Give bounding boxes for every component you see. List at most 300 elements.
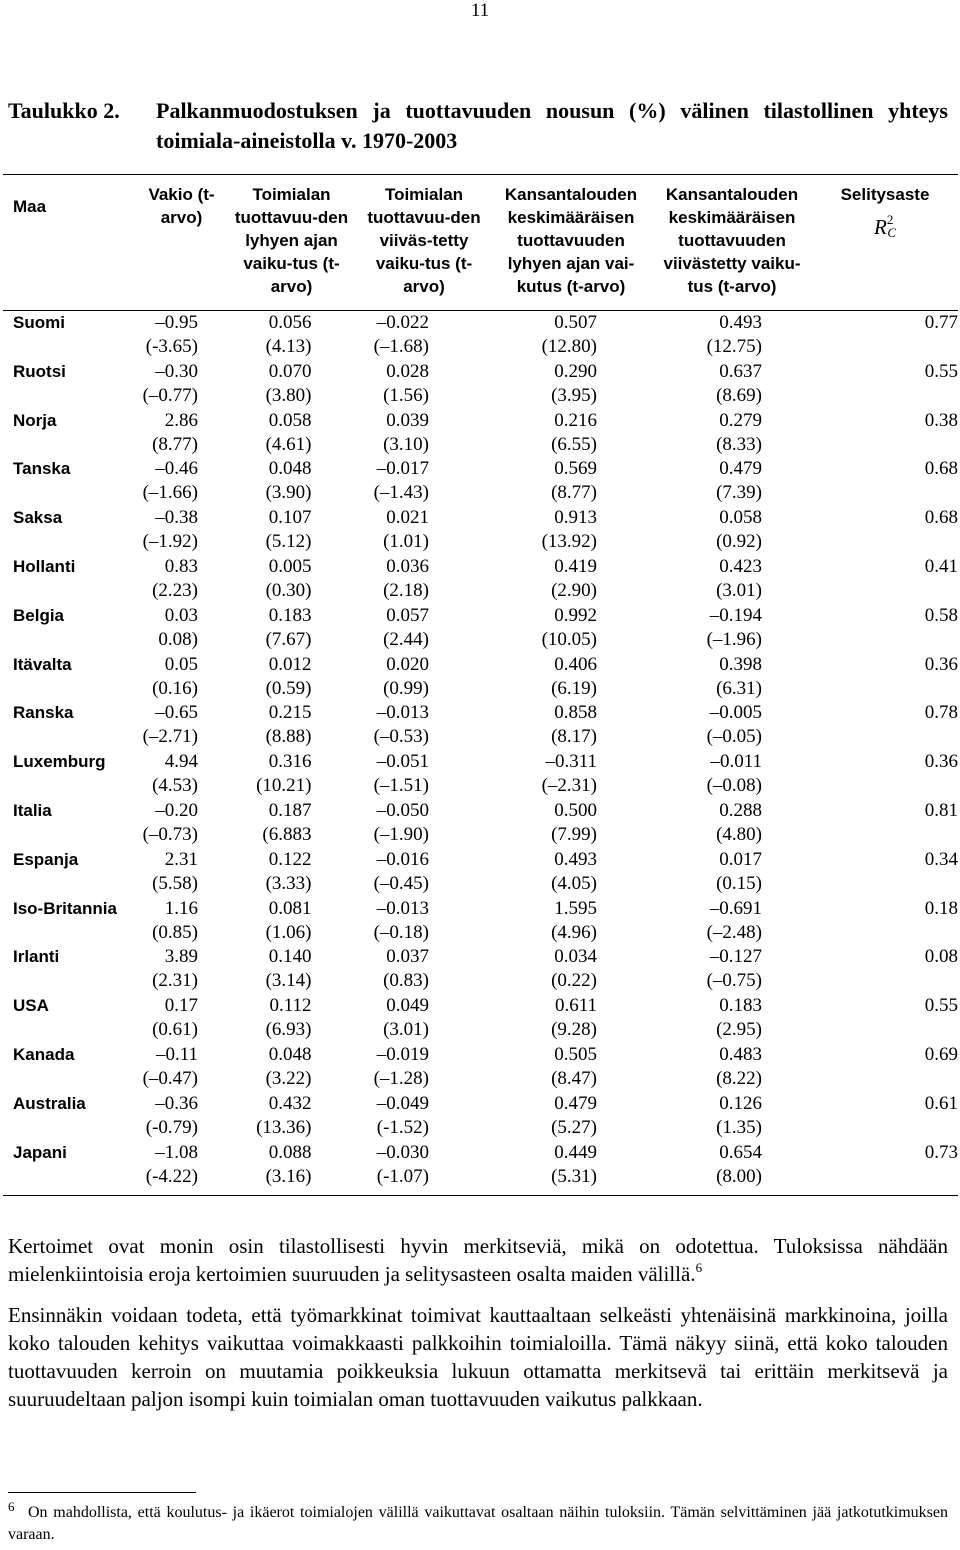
coefficient-value: 0.288 bbox=[719, 799, 762, 821]
coefficient-value: 0.215 bbox=[268, 702, 312, 724]
coefficient-value: 0.081 bbox=[268, 897, 312, 919]
cell-nat-lagged bbox=[652, 750, 812, 799]
cell-vakio bbox=[138, 653, 225, 702]
cell-ind-lagged bbox=[358, 360, 490, 409]
coefficient-value: 0.611 bbox=[554, 995, 597, 1017]
cell-ind-short bbox=[225, 897, 358, 946]
coefficient-value: –0.127 bbox=[709, 946, 762, 968]
table-row bbox=[3, 1092, 958, 1141]
cell-ind-lagged bbox=[358, 653, 490, 702]
cell-r2: 0.81 bbox=[924, 799, 958, 821]
cell-country: Saksa bbox=[13, 508, 63, 528]
t-value: (2.23) bbox=[152, 579, 198, 601]
caption-label: Taulukko 2. bbox=[8, 98, 120, 123]
cell-nat-lagged bbox=[652, 653, 812, 702]
table-row bbox=[3, 945, 958, 994]
cell-country: Norja bbox=[13, 410, 57, 430]
coefficient-value: 0.126 bbox=[719, 1092, 762, 1114]
cell-ind-lagged bbox=[358, 1043, 490, 1092]
t-value: (4.96) bbox=[551, 921, 597, 943]
coefficient-value: –0.016 bbox=[376, 848, 429, 870]
coefficient-value: 0.028 bbox=[386, 360, 429, 382]
t-value: 0.08) bbox=[158, 628, 198, 650]
cell-ind-short bbox=[225, 506, 358, 555]
t-value: (8.17) bbox=[551, 726, 597, 748]
cell-r2: 0.68 bbox=[924, 458, 958, 480]
coefficient-value: 0.140 bbox=[268, 946, 312, 968]
t-value: (–0.18) bbox=[373, 921, 429, 943]
coefficient-value: –0.005 bbox=[709, 702, 762, 724]
t-value: (0.85) bbox=[152, 921, 198, 943]
cell-vakio bbox=[138, 848, 225, 897]
coefficient-value: 1.16 bbox=[164, 897, 198, 919]
paragraph-1: Kertoimet ovat monin osin tilastollisesti hyvin merkitseviä, mikä on odotettua. Tuloksissa nähdään mielenkiintoisia eroja kertoimien suuruuden ja selitysasteen osalta maiden välillä.$^6$ bbox=[8, 1234, 948, 1286]
cell-vakio bbox=[138, 701, 225, 750]
table-row bbox=[3, 848, 958, 897]
coefficient-value: 2.86 bbox=[164, 409, 198, 431]
coefficient-value: 0.83 bbox=[164, 555, 198, 577]
t-value: (–1.92) bbox=[142, 531, 198, 553]
cell-ind-short bbox=[225, 1141, 358, 1196]
table-row bbox=[3, 604, 958, 653]
t-value: (–2.71) bbox=[142, 726, 198, 748]
header-r2 bbox=[812, 175, 958, 311]
t-value: (–1.51) bbox=[373, 775, 429, 797]
footnote-divider bbox=[8, 1492, 196, 1493]
coefficient-value: –0.20 bbox=[155, 799, 198, 821]
t-value: (3.33) bbox=[265, 872, 312, 894]
cell-vakio bbox=[138, 409, 225, 458]
cell-ind-lagged bbox=[358, 409, 490, 458]
coefficient-value: 0.005 bbox=[268, 555, 312, 577]
coefficient-value: 0.058 bbox=[719, 507, 762, 529]
coefficient-value: 0.493 bbox=[719, 312, 762, 333]
cell-ind-short bbox=[225, 457, 358, 506]
coefficient-value: –0.017 bbox=[376, 458, 429, 480]
table-row bbox=[3, 994, 958, 1043]
t-value: (6.31) bbox=[716, 677, 762, 699]
coefficient-value: 0.056 bbox=[268, 312, 312, 333]
cell-vakio bbox=[138, 360, 225, 409]
cell-ind-lagged bbox=[358, 604, 490, 653]
cell-ind-short bbox=[225, 311, 358, 360]
coefficient-value: 0.507 bbox=[554, 312, 597, 333]
cell-nat-lagged bbox=[652, 1092, 812, 1141]
cell-ind-short bbox=[225, 409, 358, 458]
t-value: (10.21) bbox=[256, 775, 312, 797]
t-value: (2.18) bbox=[383, 579, 429, 601]
cell-vakio bbox=[138, 1092, 225, 1141]
cell-vakio bbox=[138, 750, 225, 799]
t-value: (3.80) bbox=[265, 384, 312, 406]
coefficient-value: –0.051 bbox=[376, 751, 429, 773]
cell-ind-short bbox=[225, 1092, 358, 1141]
t-value: (0.83) bbox=[383, 970, 429, 992]
coefficient-value: –0.013 bbox=[376, 702, 429, 724]
coefficient-value: 0.569 bbox=[554, 458, 597, 480]
cell-vakio bbox=[138, 799, 225, 848]
coefficient-value: 3.89 bbox=[164, 946, 198, 968]
t-value: (10.05) bbox=[541, 628, 597, 650]
t-value: (–1.96) bbox=[706, 628, 762, 650]
coefficient-value: 0.107 bbox=[268, 507, 312, 529]
t-value: (8.22) bbox=[716, 1067, 762, 1089]
coefficient-value: –0.013 bbox=[376, 897, 429, 919]
t-value: (12.80) bbox=[541, 336, 597, 357]
cell-vakio bbox=[138, 555, 225, 604]
cell-ind-short bbox=[225, 848, 358, 897]
t-value: (3.01) bbox=[716, 579, 762, 601]
cell-r2: 0.68 bbox=[924, 507, 958, 529]
cell-vakio bbox=[138, 1043, 225, 1092]
coefficient-value: 0.088 bbox=[268, 1141, 312, 1163]
t-value: (2.31) bbox=[152, 970, 198, 992]
coefficient-value: 4.94 bbox=[164, 751, 198, 773]
t-value: (7.39) bbox=[716, 482, 762, 504]
t-value: (1.01) bbox=[383, 531, 429, 553]
cell-ind-short bbox=[225, 653, 358, 702]
t-value: (4.80) bbox=[716, 823, 762, 845]
cell-ind-short bbox=[225, 555, 358, 604]
coefficient-value: 0.216 bbox=[554, 409, 597, 431]
coefficient-value: –0.019 bbox=[376, 1043, 429, 1065]
coefficient-value: –0.95 bbox=[155, 312, 198, 333]
t-value: (1.56) bbox=[383, 384, 429, 406]
t-value: (–1.28) bbox=[373, 1067, 429, 1089]
cell-nat-short bbox=[490, 1141, 652, 1196]
coefficient-value: 0.406 bbox=[554, 653, 597, 675]
footnote-text: On mahdollista, että koulutus- ja ikäerot toimialojen välillä vaikuttavat osaltaan näihin tuloksiin. Tämän selvittäminen jää jatkotutkimuksen varaan. bbox=[8, 1504, 948, 1543]
cell-ind-short bbox=[225, 945, 358, 994]
cell-nat-short bbox=[490, 555, 652, 604]
t-value: (4.53) bbox=[152, 775, 198, 797]
cell-ind-short bbox=[225, 360, 358, 409]
t-value: (-4.22) bbox=[145, 1165, 198, 1187]
coefficient-value: 0.479 bbox=[554, 1092, 597, 1114]
coefficient-value: 0.637 bbox=[719, 360, 762, 382]
t-value: (-0.79) bbox=[145, 1116, 198, 1138]
cell-nat-lagged bbox=[652, 311, 812, 360]
t-value: (2.90) bbox=[551, 579, 597, 601]
footnote-mark: 6 bbox=[8, 1499, 15, 1514]
t-value: (6.19) bbox=[551, 677, 597, 699]
cell-ind-lagged bbox=[358, 1092, 490, 1141]
cell-nat-lagged bbox=[652, 945, 812, 994]
cell-nat-lagged bbox=[652, 848, 812, 897]
cell-ind-short bbox=[225, 701, 358, 750]
cell-nat-lagged bbox=[652, 1141, 812, 1196]
header-ind-short: Toimialan tuottavuu-den lyhyen ajan vaiku-tus (t-arvo) bbox=[225, 175, 358, 311]
cell-r2: 0.69 bbox=[924, 1043, 958, 1065]
cell-country: Japani bbox=[3, 1141, 138, 1196]
cell-nat-short bbox=[490, 1043, 652, 1092]
cell-country: Ranska bbox=[13, 703, 74, 723]
cell-ind-lagged bbox=[358, 701, 490, 750]
t-value: (8.33) bbox=[716, 433, 762, 455]
cell-nat-short bbox=[490, 653, 652, 702]
cell-country: Tanska bbox=[13, 459, 71, 479]
t-value: (–0.47) bbox=[142, 1067, 198, 1089]
t-value: (2.95) bbox=[716, 1019, 762, 1041]
coefficient-value: –0.311 bbox=[545, 751, 597, 773]
t-value: (–0.73) bbox=[142, 823, 198, 845]
coefficient-value: 0.654 bbox=[719, 1141, 762, 1163]
cell-nat-lagged bbox=[652, 1043, 812, 1092]
cell-vakio bbox=[138, 994, 225, 1043]
caption-text: Palkanmuodostuksen ja tuottavuuden nousun (%) välinen tilastollinen yhteys toimiala-aineistolla v. 1970-2003 bbox=[156, 98, 948, 153]
coefficient-value: –0.049 bbox=[376, 1092, 429, 1114]
cell-ind-short bbox=[225, 750, 358, 799]
cell-r2: 0.08 bbox=[924, 946, 958, 968]
coefficient-value: 0.419 bbox=[554, 555, 597, 577]
t-value: (8.77) bbox=[551, 482, 597, 504]
footnote bbox=[8, 1499, 948, 1546]
t-value: (0.22) bbox=[551, 970, 597, 992]
cell-nat-short bbox=[490, 994, 652, 1043]
t-value: (9.28) bbox=[551, 1019, 597, 1041]
cell-r2: 0.78 bbox=[924, 702, 958, 724]
coefficient-value: 0.500 bbox=[554, 799, 597, 821]
t-value: (–0.05) bbox=[706, 726, 762, 748]
t-value: (5.31) bbox=[551, 1165, 597, 1187]
header-nat-short: Kansantalouden keskimääräisen tuottavuuden lyhyen ajan vai-kutus (t-arvo) bbox=[490, 175, 652, 311]
coefficient-value: 0.479 bbox=[719, 458, 762, 480]
coefficient-value: 0.505 bbox=[554, 1043, 597, 1065]
cell-nat-short bbox=[490, 506, 652, 555]
t-value: (13.92) bbox=[541, 531, 597, 553]
t-value: (–0.45) bbox=[373, 872, 429, 894]
cell-country: Australia bbox=[13, 1093, 86, 1113]
table-row bbox=[3, 653, 958, 702]
t-value: (4.61) bbox=[265, 433, 312, 455]
cell-r2: 0.73 bbox=[812, 1141, 958, 1196]
cell-r2: 0.36 bbox=[924, 653, 958, 675]
coefficient-value: 0.048 bbox=[268, 458, 312, 480]
t-value: (3.16) bbox=[265, 1165, 312, 1187]
header-vakio: Vakio (t-arvo) bbox=[138, 175, 225, 311]
cell-r2: 0.55 bbox=[924, 360, 958, 382]
table-row bbox=[3, 750, 958, 799]
coefficient-value: 0.17 bbox=[164, 995, 198, 1017]
coefficient-value: 0.058 bbox=[268, 409, 312, 431]
coefficient-value: –0.022 bbox=[376, 312, 429, 333]
coefficient-value: 0.112 bbox=[269, 995, 312, 1017]
t-value: (0.99) bbox=[383, 677, 429, 699]
table-caption bbox=[8, 96, 948, 156]
t-value: (3.01) bbox=[383, 1019, 429, 1041]
coefficient-value: 0.279 bbox=[719, 409, 762, 431]
t-value: (–2.31) bbox=[541, 775, 597, 797]
t-value: (0.30) bbox=[265, 579, 312, 601]
cell-ind-short bbox=[225, 604, 358, 653]
cell-nat-short bbox=[490, 311, 652, 360]
cell-nat-lagged bbox=[652, 701, 812, 750]
cell-country: Itävalta bbox=[13, 654, 72, 674]
cell-nat-lagged bbox=[652, 555, 812, 604]
cell-country: Espanja bbox=[13, 849, 79, 869]
cell-nat-short bbox=[490, 1092, 652, 1141]
t-value: (6.55) bbox=[551, 433, 597, 455]
cell-vakio bbox=[138, 457, 225, 506]
cell-ind-short bbox=[225, 799, 358, 848]
cell-r2: 0.18 bbox=[924, 897, 958, 919]
coefficient-value: 0.449 bbox=[554, 1141, 597, 1163]
table-header-row bbox=[3, 175, 958, 311]
footnote-reference: 6 bbox=[695, 1260, 703, 1275]
t-value: (3.10) bbox=[383, 433, 429, 455]
paragraph-2: Ensinnäkin voidaan todeta, että työmarkkinat toimivat kauttaaltaan selkeästi yhtenäisinä markkinoina, joilla koko talouden kehitys vaikuttaa voimakkaasti palkkoihin toimialoilla. Tämä näkyy siinä, että koko talouden tuottavuuden kerroin on muutamia poikkeuksia lukuun ottamatta merkitsevä tai erittäin merkitsevä ja suuruudeltaan paljon isompi kuin toimialan oman tuottavuuden vaikutus palkkaan. bbox=[8, 1303, 948, 1411]
cell-ind-lagged bbox=[358, 1141, 490, 1196]
coefficient-value: 0.183 bbox=[268, 604, 312, 626]
coefficient-value: 0.398 bbox=[719, 653, 762, 675]
t-value: (2.44) bbox=[383, 628, 429, 650]
t-value: (1.06) bbox=[265, 921, 312, 943]
cell-vakio bbox=[138, 945, 225, 994]
t-value: (8.00) bbox=[716, 1165, 762, 1187]
cell-country: Hollanti bbox=[13, 556, 76, 576]
t-value: (7.67) bbox=[265, 628, 312, 650]
cell-r2: 0.77 bbox=[924, 312, 958, 333]
cell-ind-lagged bbox=[358, 457, 490, 506]
cell-country: Ruotsi bbox=[13, 361, 66, 381]
coefficient-value: –0.30 bbox=[155, 360, 198, 382]
cell-ind-lagged bbox=[358, 311, 490, 360]
t-value: (–2.48) bbox=[706, 921, 762, 943]
cell-vakio bbox=[138, 311, 225, 360]
body-text bbox=[8, 1232, 948, 1426]
cell-country: Luxemburg bbox=[13, 752, 106, 772]
coefficient-value: –0.050 bbox=[376, 799, 429, 821]
cell-vakio bbox=[138, 1141, 225, 1196]
table-row bbox=[3, 1043, 958, 1092]
cell-nat-lagged bbox=[652, 409, 812, 458]
coefficient-value: 0.290 bbox=[554, 360, 597, 382]
table-row bbox=[3, 555, 958, 604]
t-value: (0.61) bbox=[152, 1019, 198, 1041]
coefficient-value: 0.012 bbox=[268, 653, 312, 675]
coefficient-value: 0.017 bbox=[719, 848, 762, 870]
page-number: 11 bbox=[470, 0, 490, 21]
t-value: (8.69) bbox=[716, 384, 762, 406]
cell-r2: 0.41 bbox=[924, 555, 958, 577]
regression-table bbox=[3, 174, 958, 1196]
t-value: (7.99) bbox=[551, 823, 597, 845]
table-row bbox=[3, 701, 958, 750]
cell-nat-lagged bbox=[652, 799, 812, 848]
cell-nat-short bbox=[490, 701, 652, 750]
coefficient-value: –0.194 bbox=[709, 604, 762, 626]
t-value: (-3.65) bbox=[145, 336, 198, 357]
coefficient-value: 0.037 bbox=[386, 946, 429, 968]
cell-r2: 0.36 bbox=[924, 751, 958, 773]
cell-nat-lagged bbox=[652, 506, 812, 555]
cell-vakio bbox=[138, 604, 225, 653]
t-value: (0.92) bbox=[716, 531, 762, 553]
table-body bbox=[3, 311, 958, 1196]
coefficient-value: 0.432 bbox=[268, 1092, 312, 1114]
table-row bbox=[3, 409, 958, 458]
r2-symbol: $R^2_C$ bbox=[874, 212, 896, 241]
cell-ind-short bbox=[225, 994, 358, 1043]
t-value: (5.27) bbox=[551, 1116, 597, 1138]
cell-country: Irlanti bbox=[13, 947, 60, 967]
t-value: (–1.90) bbox=[373, 823, 429, 845]
coefficient-value: –0.46 bbox=[155, 458, 198, 480]
coefficient-value: 0.021 bbox=[386, 507, 429, 529]
coefficient-value: 2.31 bbox=[164, 848, 198, 870]
t-value: (-1.07) bbox=[376, 1165, 429, 1187]
cell-ind-lagged bbox=[358, 799, 490, 848]
t-value: (12.75) bbox=[706, 336, 762, 357]
coefficient-value: 0.039 bbox=[386, 409, 429, 431]
table-row bbox=[3, 360, 958, 409]
t-value: (4.13) bbox=[265, 336, 312, 357]
coefficient-value: 0.048 bbox=[268, 1043, 312, 1065]
t-value: (–1.43) bbox=[373, 482, 429, 504]
table-row bbox=[3, 799, 958, 848]
coefficient-value: 0.316 bbox=[268, 751, 312, 773]
coefficient-value: –0.36 bbox=[155, 1092, 198, 1114]
cell-ind-lagged bbox=[358, 848, 490, 897]
t-value: (-1.52) bbox=[376, 1116, 429, 1138]
header-ind-lagged: Toimialan tuottavuu-den viiväs-tetty vaiku-tus (t-arvo) bbox=[358, 175, 490, 311]
coefficient-value: 0.03 bbox=[164, 604, 198, 626]
coefficient-value: 0.049 bbox=[386, 995, 429, 1017]
t-value: (6.883 bbox=[262, 823, 312, 845]
t-value: (3.22) bbox=[265, 1067, 312, 1089]
cell-nat-lagged bbox=[652, 604, 812, 653]
t-value: (8.47) bbox=[551, 1067, 597, 1089]
cell-country: Iso-Britannia bbox=[13, 898, 117, 918]
coefficient-value: 1.595 bbox=[554, 897, 597, 919]
table-row bbox=[3, 457, 958, 506]
cell-vakio bbox=[138, 506, 225, 555]
t-value: (5.12) bbox=[265, 531, 312, 553]
t-value: (13.36) bbox=[256, 1116, 312, 1138]
header-r2-label: Selitysaste bbox=[840, 185, 930, 204]
coefficient-value: 0.070 bbox=[268, 360, 312, 382]
t-value: (1.35) bbox=[716, 1116, 762, 1138]
coefficient-value: 0.858 bbox=[554, 702, 597, 724]
coefficient-value: 0.423 bbox=[719, 555, 762, 577]
t-value: (–0.77) bbox=[142, 384, 198, 406]
cell-nat-short bbox=[490, 457, 652, 506]
cell-country: USA bbox=[13, 996, 49, 1016]
cell-r2: 0.58 bbox=[924, 604, 958, 626]
t-value: (3.14) bbox=[265, 970, 312, 992]
coefficient-value: 0.122 bbox=[268, 848, 312, 870]
coefficient-value: –0.11 bbox=[155, 1043, 198, 1065]
coefficient-value: 0.020 bbox=[386, 653, 429, 675]
table-row bbox=[3, 897, 958, 946]
t-value: (6.93) bbox=[265, 1019, 312, 1041]
cell-country: Kanada bbox=[13, 1044, 75, 1064]
coefficient-value: 0.05 bbox=[164, 653, 198, 675]
cell-ind-lagged bbox=[358, 750, 490, 799]
cell-r2: 0.38 bbox=[924, 409, 958, 431]
cell-nat-lagged bbox=[652, 897, 812, 946]
cell-country: Italia bbox=[13, 800, 52, 820]
coefficient-value: 0.057 bbox=[386, 604, 429, 626]
t-value: (0.15) bbox=[716, 872, 762, 894]
cell-ind-lagged bbox=[358, 555, 490, 604]
coefficient-value: 0.036 bbox=[386, 555, 429, 577]
coefficient-value: –0.030 bbox=[376, 1141, 429, 1163]
cell-country: Belgia bbox=[13, 605, 65, 625]
cell-r2: 0.34 bbox=[924, 848, 958, 870]
t-value: (8.77) bbox=[152, 433, 198, 455]
t-value: (0.16) bbox=[152, 677, 198, 699]
